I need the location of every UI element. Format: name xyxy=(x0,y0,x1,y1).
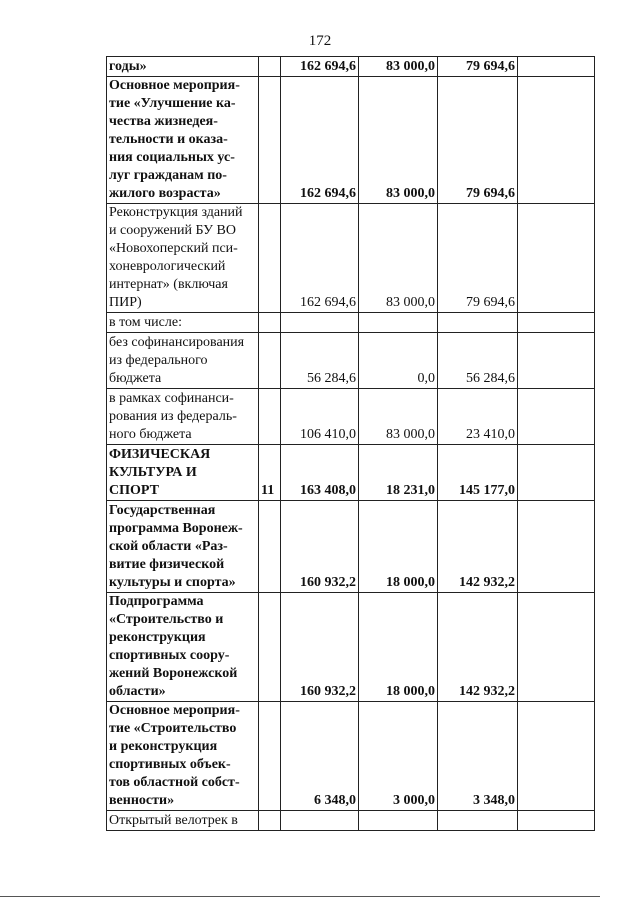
row-value2-cell xyxy=(438,313,518,333)
row-value3-cell xyxy=(518,77,595,204)
row-code-cell xyxy=(259,313,281,333)
row-code-cell xyxy=(259,811,281,831)
row-code-cell xyxy=(259,389,281,445)
row-value2-cell: 79 694,6 xyxy=(438,204,518,313)
row-total-cell: 160 932,2 xyxy=(281,501,359,593)
table-row xyxy=(107,702,595,811)
table-row xyxy=(107,77,595,204)
budget-table-body xyxy=(107,57,595,831)
table-row xyxy=(107,501,595,593)
row-total-cell: 6 348,0 xyxy=(281,702,359,811)
row-value3-cell xyxy=(518,389,595,445)
row-value1-cell: 83 000,0 xyxy=(359,389,438,445)
row-name-cell: Основное мероприя- тие «Строительство и реконструкция спортивных объек- тов областной собст- венности» xyxy=(107,702,259,811)
row-value1-cell: 0,0 xyxy=(359,333,438,389)
row-code-cell xyxy=(259,501,281,593)
row-value1-cell: 18 231,0 xyxy=(359,445,438,501)
row-name-cell: ФИЗИЧЕСКАЯ КУЛЬТУРА И СПОРТ xyxy=(107,445,259,501)
row-name-cell: Реконструкция зданий и сооружений БУ ВО «Новохоперский пси- хоневрологический интернат» (включая ПИР) xyxy=(107,204,259,313)
row-value2-cell: 145 177,0 xyxy=(438,445,518,501)
table-row xyxy=(107,313,595,333)
row-value1-cell: 18 000,0 xyxy=(359,501,438,593)
table-row xyxy=(107,811,595,831)
row-code-cell xyxy=(259,57,281,77)
page-number: 172 xyxy=(308,33,332,49)
row-value2-cell: 56 284,6 xyxy=(438,333,518,389)
row-total-cell xyxy=(281,811,359,831)
row-code-cell xyxy=(259,333,281,389)
row-value3-cell xyxy=(518,811,595,831)
row-value1-cell: 83 000,0 xyxy=(359,204,438,313)
row-value1-cell: 3 000,0 xyxy=(359,702,438,811)
row-name-cell: Подпрограмма «Строительство и реконструкция спортивных соору- жений Воронежской области» xyxy=(107,593,259,702)
row-name-cell: в том числе: xyxy=(107,313,259,333)
row-value1-cell xyxy=(359,313,438,333)
row-code-cell: 11 xyxy=(259,445,281,501)
row-code-cell xyxy=(259,702,281,811)
row-value3-cell xyxy=(518,501,595,593)
row-value2-cell: 142 932,2 xyxy=(438,593,518,702)
row-value3-cell xyxy=(518,57,595,77)
row-code-cell xyxy=(259,204,281,313)
row-value3-cell xyxy=(518,702,595,811)
budget-table xyxy=(106,56,595,831)
row-value2-cell: 23 410,0 xyxy=(438,389,518,445)
row-name-cell: Открытый велотрек в xyxy=(107,811,259,831)
row-name-cell: без софинансирования из федерального бюджета xyxy=(107,333,259,389)
row-total-cell xyxy=(281,313,359,333)
row-value2-cell: 142 932,2 xyxy=(438,501,518,593)
table-row xyxy=(107,389,595,445)
row-value1-cell xyxy=(359,811,438,831)
table-row xyxy=(107,445,595,501)
row-name-cell: Государственная программа Воронеж- ской области «Раз- витие физической культуры и спорта» xyxy=(107,501,259,593)
row-code-cell xyxy=(259,77,281,204)
row-total-cell: 162 694,6 xyxy=(281,204,359,313)
table-row xyxy=(107,204,595,313)
page-bottom-rule xyxy=(0,896,600,897)
row-code-cell xyxy=(259,593,281,702)
row-value2-cell: 79 694,6 xyxy=(438,77,518,204)
row-total-cell: 162 694,6 xyxy=(281,57,359,77)
table-row xyxy=(107,57,595,77)
row-total-cell: 56 284,6 xyxy=(281,333,359,389)
row-value1-cell: 83 000,0 xyxy=(359,77,438,204)
row-total-cell: 162 694,6 xyxy=(281,77,359,204)
row-value3-cell xyxy=(518,204,595,313)
row-value1-cell: 83 000,0 xyxy=(359,57,438,77)
row-total-cell: 106 410,0 xyxy=(281,389,359,445)
row-value3-cell xyxy=(518,333,595,389)
row-name-cell: годы» xyxy=(107,57,259,77)
row-value3-cell xyxy=(518,593,595,702)
row-value1-cell: 18 000,0 xyxy=(359,593,438,702)
row-value2-cell: 79 694,6 xyxy=(438,57,518,77)
row-value3-cell xyxy=(518,313,595,333)
row-total-cell: 163 408,0 xyxy=(281,445,359,501)
row-value3-cell xyxy=(518,445,595,501)
table-row xyxy=(107,333,595,389)
row-name-cell: в рамках софинанси- рования из федераль- ного бюджета xyxy=(107,389,259,445)
table-row xyxy=(107,593,595,702)
row-name-cell: Основное мероприя- тие «Улучшение ка- чества жизнедея- тельности и оказа- ния социальных ус- луг гражданам по- жилого возраста» xyxy=(107,77,259,204)
row-total-cell: 160 932,2 xyxy=(281,593,359,702)
row-value2-cell xyxy=(438,811,518,831)
row-value2-cell: 3 348,0 xyxy=(438,702,518,811)
